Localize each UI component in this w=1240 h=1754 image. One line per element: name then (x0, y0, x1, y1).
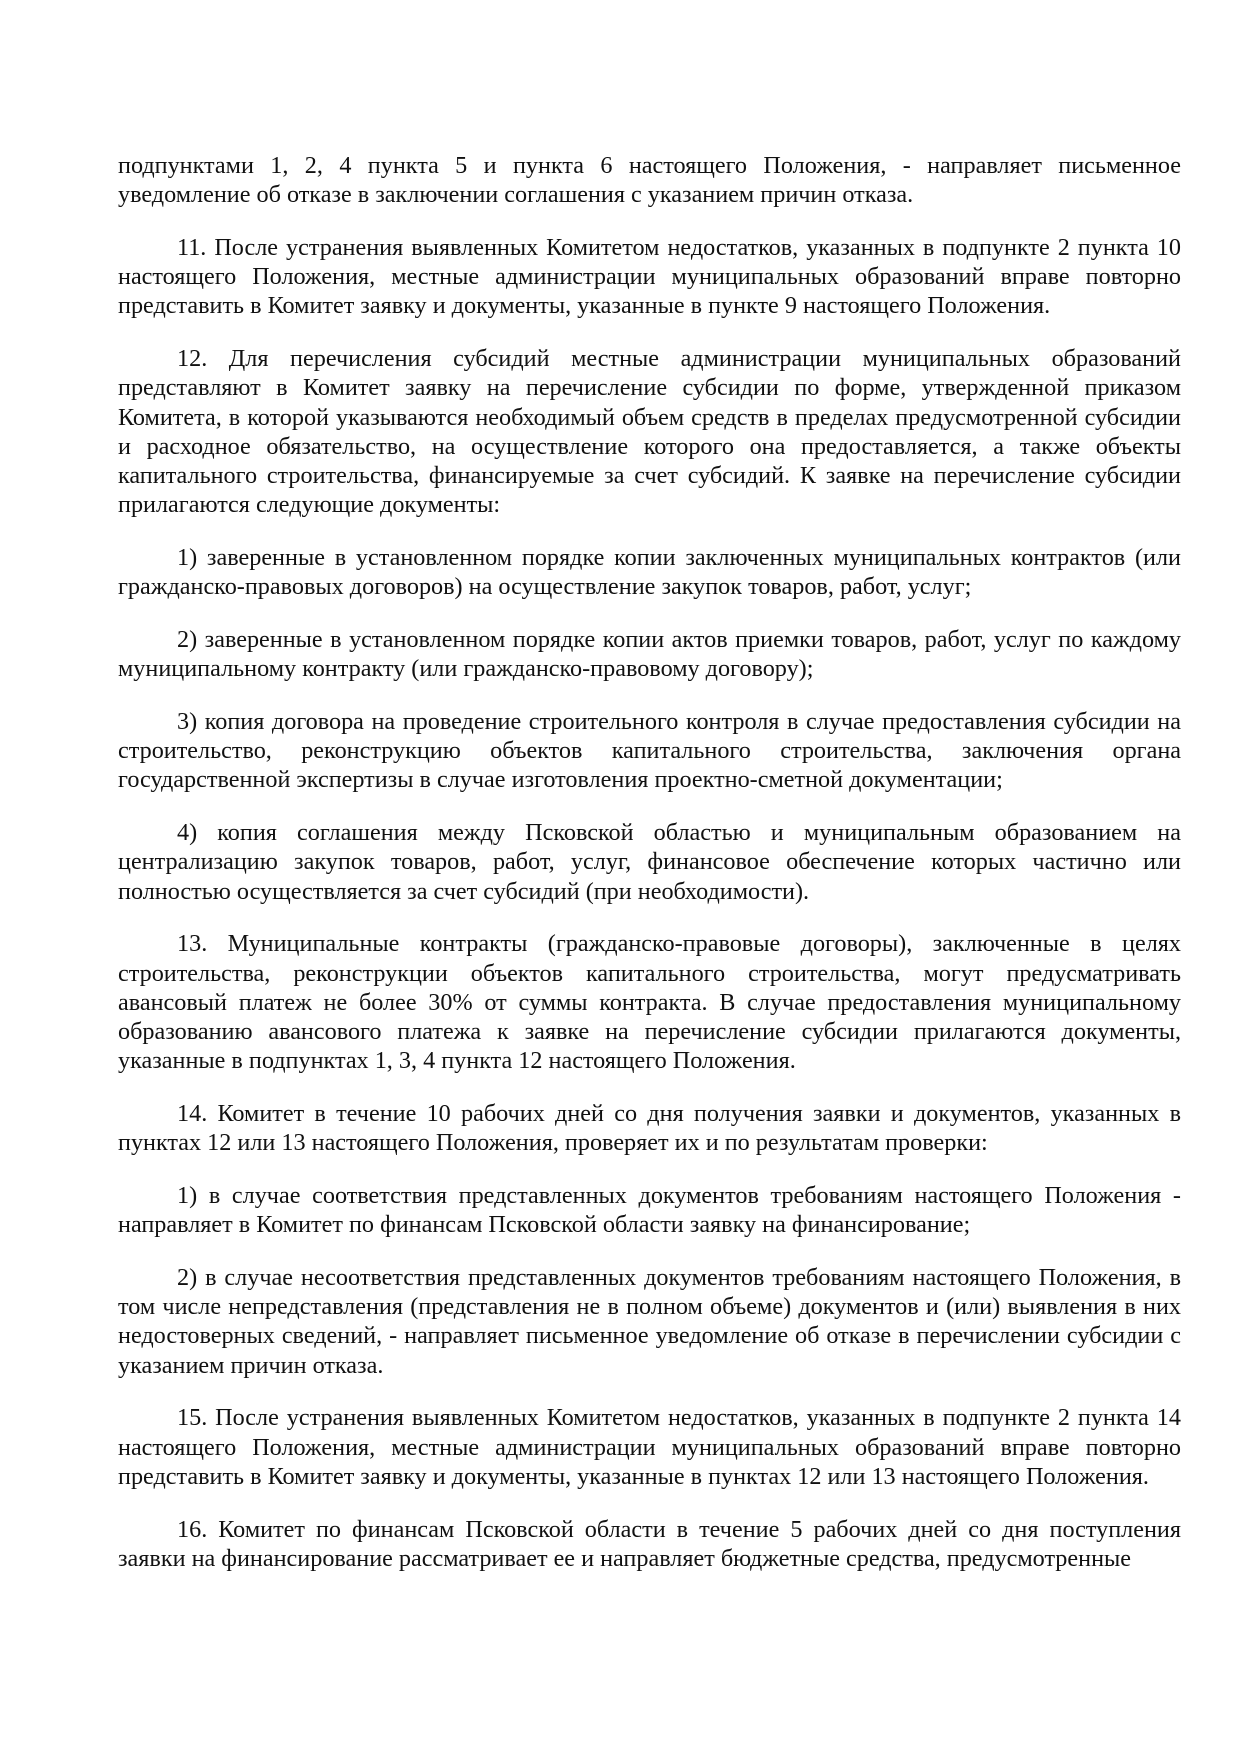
paragraph-16: 16. Комитет по финансам Псковской области в течение 5 рабочих дней со дня поступления заявки на финансирование рассматривает ее и направляет бюджетные средства, предусмотренные (118, 1515, 1181, 1572)
paragraph-14-item-1: 1) в случае соответствия представленных документов требованиям настоящего Положения - направляет в Комитет по финансам Псковской области заявку на финансирование; (118, 1182, 1181, 1239)
document-page (118, 151, 1181, 1597)
paragraph-12-item-4: 4) копия соглашения между Псковской областью и муниципальным образованием на централизацию закупок товаров, работ, услуг, финансовое обеспечение которых частично или полностью осуществляется за счет субсидий (при необходимости). (118, 819, 1181, 905)
paragraph-11: 11. После устранения выявленных Комитетом недостатков, указанных в подпункте 2 пункта 10 настоящего Положения, местные администрации муниципальных образований вправе повторно представить в Комитет заявку и документы, указанные в пункте 9 настоящего Положения. (118, 234, 1181, 320)
paragraph-14: 14. Комитет в течение 10 рабочих дней со дня получения заявки и документов, указанных в пунктах 12 или 13 настоящего Положения, проверяет их и по результатам проверки: (118, 1100, 1181, 1157)
paragraph-12: 12. Для перечисления субсидий местные администрации муниципальных образований представляют в Комитет заявку на перечисление субсидии по форме, утвержденной приказом Комитета, в которой указываются необходимый объем средств в пределах предусмотренной субсидии и расходное обязательство, на осуществление которого она предоставляется, а также объекты капитального строительства, финансируемые за счет субсидий. К заявке на перечисление субсидии прилагаются следующие документы: (118, 345, 1181, 519)
paragraph-15: 15. После устранения выявленных Комитетом недостатков, указанных в подпункте 2 пункта 14 настоящего Положения, местные администрации муниципальных образований вправе повторно представить в Комитет заявку и документы, указанные в пунктах 12 или 13 настоящего Положения. (118, 1404, 1181, 1490)
paragraph-12-item-3: 3) копия договора на проведение строительного контроля в случае предоставления субсидии на строительство, реконструкцию объектов капитального строительства, заключения органа государственной экспертизы в случае изготовления проектно-сметной документации; (118, 708, 1181, 794)
paragraph-13: 13. Муниципальные контракты (гражданско-правовые договоры), заключенные в целях строительства, реконструкции объектов капитального строительства, могут предусматривать авансовый платеж не более 30% от суммы контракта. В случае предоставления муниципальному образованию авансового платежа к заявке на перечисление субсидии прилагаются документы, указанные в подпунктах 1, 3, 4 пункта 12 настоящего Положения. (118, 930, 1181, 1075)
paragraph-14-item-2: 2) в случае несоответствия представленных документов требованиям настоящего Положения, в том числе непредставления (представления не в полном объеме) документов и (или) выявления в них недостоверных сведений, - направляет письменное уведомление об отказе в перечислении субсидии с указанием причин отказа. (118, 1264, 1181, 1379)
paragraph-12-item-1: 1) заверенные в установленном порядке копии заключенных муниципальных контрактов (или гражданско-правовых договоров) на осуществление закупок товаров, работ, услуг; (118, 544, 1181, 601)
paragraph-12-item-2: 2) заверенные в установленном порядке копии актов приемки товаров, работ, услуг по каждому муниципальному контракту (или гражданско-правовому договору); (118, 626, 1181, 683)
paragraph-10-continuation: подпунктами 1, 2, 4 пункта 5 и пункта 6 настоящего Положения, - направляет письменное уведомление об отказе в заключении соглашения с указанием причин отказа. (118, 152, 1181, 209)
